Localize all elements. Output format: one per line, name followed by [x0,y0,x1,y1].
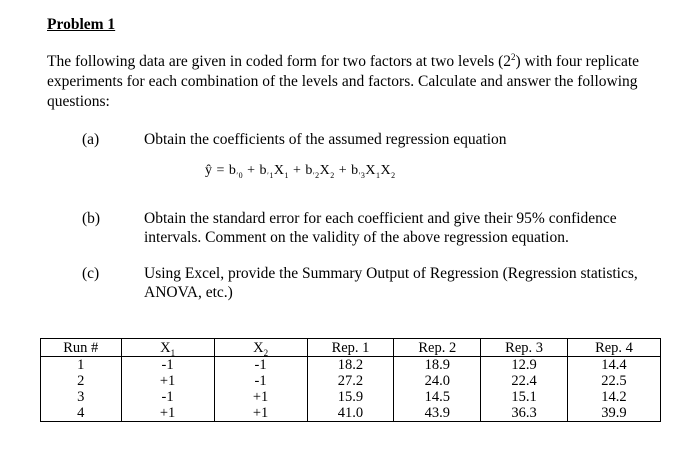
header-rep3: Rep. 3 [481,339,568,357]
intro-paragraph [47,52,677,112]
table-cell: +1 [214,389,307,405]
header-rep1: Rep. 1 [307,339,394,357]
problem-heading: Problem 1 [47,16,116,33]
table-cell: 14.2 [567,389,660,405]
table-cell: -1 [214,373,307,389]
table-cell: 2 [41,373,122,389]
regression-equation [205,163,396,179]
intro-text-end: ) with four replicate experiments for each combination of the levels and factors. Calculate and answer the following questions: [47,53,640,110]
table-header-row [41,339,661,357]
table-cell: -1 [121,357,214,374]
header-run: Run # [41,339,122,357]
table-cell: 43.9 [394,405,481,422]
term-2: + $b_{'2}X_2$ [292,163,335,180]
table-row [41,389,661,405]
table-cell: 1 [41,357,122,374]
table-cell: +1 [121,405,214,422]
table-row [41,373,661,389]
table-row [41,405,661,422]
table-cell: 22.5 [567,373,660,389]
table-cell: 39.9 [567,405,660,422]
question-label: (c) [82,265,100,282]
header-x2: $X_2$ [214,339,307,357]
question-label: (a) [82,131,100,148]
table-cell: 36.3 [481,405,568,422]
data-table [40,338,661,422]
table-cell: 18.9 [394,357,481,374]
equation-lhs: ŷ = [205,163,225,178]
question-text: Using Excel, provide the Summary Output of Regression (Regression statistics, ANOVA, etc.) [144,265,638,301]
table-cell: 18.2 [307,357,394,374]
table-cell: +1 [214,405,307,422]
table-cell: -1 [214,357,307,374]
header-x1: $X_1$ [121,339,214,357]
table-cell: +1 [121,373,214,389]
table-cell: 15.1 [481,389,568,405]
table-cell: 22.4 [481,373,568,389]
header-rep2: Rep. 2 [394,339,481,357]
question-text: Obtain the standard error for each coefficient and give their 95% confidence intervals. Comment on the validity of the above regression equation. [144,210,617,246]
question-text: Obtain the coefficients of the assumed regression equation [144,131,507,148]
term-1: + $b_{'1}X_1$ [247,163,289,180]
table-cell: 3 [41,389,122,405]
intro-exponent: 2 [511,51,516,62]
question-label: (b) [82,210,101,227]
header-rep4: Rep. 4 [567,339,660,357]
table-cell: 27.2 [307,373,394,389]
table-cell: 4 [41,405,122,422]
table-cell: 14.5 [394,389,481,405]
table-cell: 15.9 [307,389,394,405]
term-3: + $b_{'3}X_1X_2$ [338,163,396,180]
table-row [41,357,661,374]
table-cell: 14.4 [567,357,660,374]
table-cell: 41.0 [307,405,394,422]
term-0: $b_{'0}$ [228,163,244,180]
table-cell: -1 [121,389,214,405]
table-cell: 12.9 [481,357,568,374]
intro-text-start: The following data are given in coded form for two factors at two levels (2 [47,53,511,70]
table-cell: 24.0 [394,373,481,389]
